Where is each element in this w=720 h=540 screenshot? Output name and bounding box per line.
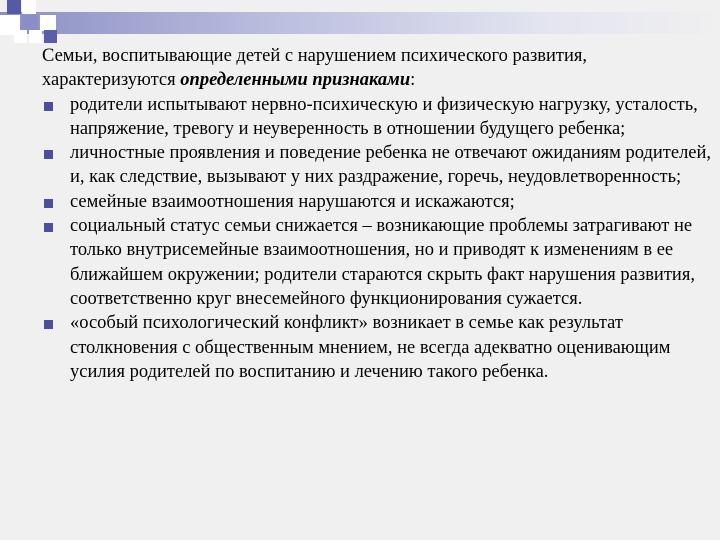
decor-square xyxy=(40,15,56,31)
list-item-text: социальный статус семьи снижается – возникающие проблемы затрагивают не только внутрисемейные взаимоотношения, но и приводят к изменениям в ее ближайшем окружении; родители стараются скрыть факт нарушения развития, соответственно круг внесемейного функционирования сужается. xyxy=(70,216,695,309)
square-bullet-icon xyxy=(44,150,53,159)
decor-square xyxy=(22,0,36,14)
header-gradient-band xyxy=(0,12,720,34)
decor-square xyxy=(14,30,27,43)
list-item-text: семейные взаимоотношения нарушаются и искажаются; xyxy=(70,191,515,212)
slide-content xyxy=(42,44,712,384)
intro-text: Семьи, воспитывающие детей с нарушением психического развития, характеризуются xyxy=(42,46,588,91)
list-item xyxy=(42,93,712,142)
decor-square xyxy=(7,0,21,14)
list-item xyxy=(42,190,712,214)
square-bullet-icon xyxy=(44,102,53,111)
bullet-list xyxy=(42,93,712,385)
decor-square xyxy=(22,15,38,31)
intro-colon: : xyxy=(410,70,416,91)
decor-square xyxy=(44,30,57,43)
list-item xyxy=(42,141,712,190)
list-item-text: родители испытывают нервно-психическую и физическую нагрузку, усталость, напряжение, тревогу и неуверенность в отношении будущего ребенка; xyxy=(70,94,698,139)
list-item-text: «особый психологический конфликт» возникает в семье как результат столкновения с общественным мнением, не всегда адекватно оценивающим усилия родителей по воспитанию и лечению такого ребенка. xyxy=(70,313,671,382)
square-bullet-icon xyxy=(44,223,53,232)
list-item xyxy=(42,311,712,384)
list-item-text: личностные проявления и поведение ребенка не отвечают ожиданиям родителей, и, как следствие, вызывают у них раздражение, горечь, неудовлетворенность; xyxy=(70,143,712,188)
square-bullet-icon xyxy=(44,320,53,329)
list-item xyxy=(42,214,712,311)
intro-emphasis: определенными признаками xyxy=(180,70,411,91)
intro-paragraph xyxy=(42,44,712,93)
decor-square xyxy=(29,30,42,43)
square-bullet-icon xyxy=(44,199,53,208)
